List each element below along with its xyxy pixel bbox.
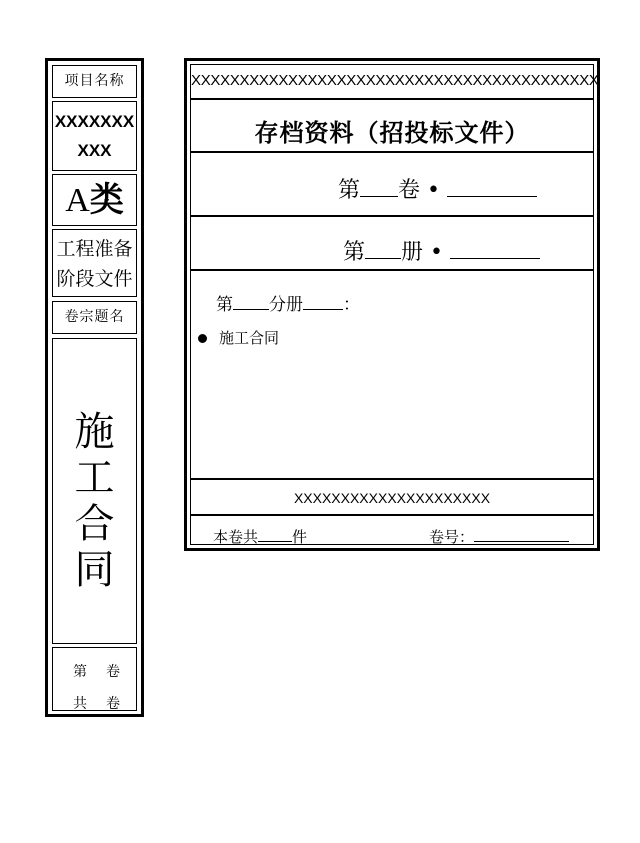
divider xyxy=(191,269,593,271)
book-name-blank[interactable] xyxy=(450,238,540,259)
divider xyxy=(191,215,593,217)
content-item-text: 施工合同 xyxy=(219,329,280,347)
volume-number-label: 卷号： xyxy=(429,528,475,546)
category xyxy=(52,174,137,226)
divider xyxy=(191,514,593,516)
spine-title-char: 合 xyxy=(74,501,115,547)
project-code-line-1: XXXXXXX xyxy=(54,112,135,131)
volume-dot: • xyxy=(427,178,441,203)
title-label: 卷宗题名 xyxy=(52,301,137,334)
file-spine xyxy=(45,58,144,717)
spine-title-char: 施 xyxy=(74,409,115,455)
divider xyxy=(191,151,593,153)
volume-di: 第 xyxy=(338,178,361,203)
project-code-line-2: XXX xyxy=(77,141,112,160)
volume-juan: 卷 xyxy=(398,178,421,203)
cover-panel xyxy=(184,58,600,551)
spine-title-char: 工 xyxy=(74,455,115,501)
project-code xyxy=(52,101,137,171)
book-ce: 册 xyxy=(401,240,424,265)
stage-line-1: 工程准备 xyxy=(56,238,133,260)
item-count-line xyxy=(213,526,307,547)
subbook-number-blank[interactable] xyxy=(233,293,269,310)
spine-volume-info xyxy=(52,647,137,711)
volume-number-di: 第 xyxy=(73,664,87,680)
book-line xyxy=(343,235,540,266)
volume-name-blank[interactable] xyxy=(447,176,537,197)
stage-line-2: 阶段文件 xyxy=(56,268,133,290)
document-title: 存档资料（招投标文件） xyxy=(254,119,530,147)
divider xyxy=(191,98,593,100)
volume-total-juan: 卷 xyxy=(106,696,120,712)
book-di: 第 xyxy=(343,240,366,265)
count-suffix: 件 xyxy=(292,528,308,546)
spine-title-char: 同 xyxy=(74,547,115,593)
content-list-item xyxy=(198,327,279,348)
volume-blank[interactable] xyxy=(360,176,398,197)
subbook-colon: ： xyxy=(343,295,360,315)
subbook-line xyxy=(216,290,360,315)
divider xyxy=(191,478,593,480)
bottom-code: XXXXXXXXXXXXXXXXXXXXX xyxy=(293,490,491,506)
project-name-label: 项目名称 xyxy=(52,65,137,98)
spine-title xyxy=(52,338,137,644)
top-code: XXXXXXXXXXXXXXXXXXXXXXXXXXXXXXXXXXXXXXXXXX xyxy=(191,72,599,89)
volume-total-row xyxy=(53,688,136,720)
volume-line xyxy=(338,173,537,204)
volume-number-juan: 卷 xyxy=(106,664,120,680)
category-letter: A xyxy=(65,182,90,219)
book-dot: • xyxy=(430,240,444,265)
volume-total-gong: 共 xyxy=(73,696,87,712)
volume-number-blank[interactable] xyxy=(474,527,569,542)
subbook-name-blank[interactable] xyxy=(303,293,343,310)
count-prefix: 本卷共 xyxy=(213,528,259,546)
volume-number-row xyxy=(53,656,136,688)
subbook-di: 第 xyxy=(216,295,233,315)
item-count-blank[interactable] xyxy=(258,527,292,542)
volume-number-line xyxy=(429,526,569,547)
book-blank[interactable] xyxy=(365,238,401,259)
bullet-icon xyxy=(198,334,207,343)
cover-inner-frame xyxy=(190,64,599,546)
category-word: 类 xyxy=(89,180,124,220)
subbook-label: 分册 xyxy=(269,295,303,315)
stage xyxy=(52,229,137,297)
